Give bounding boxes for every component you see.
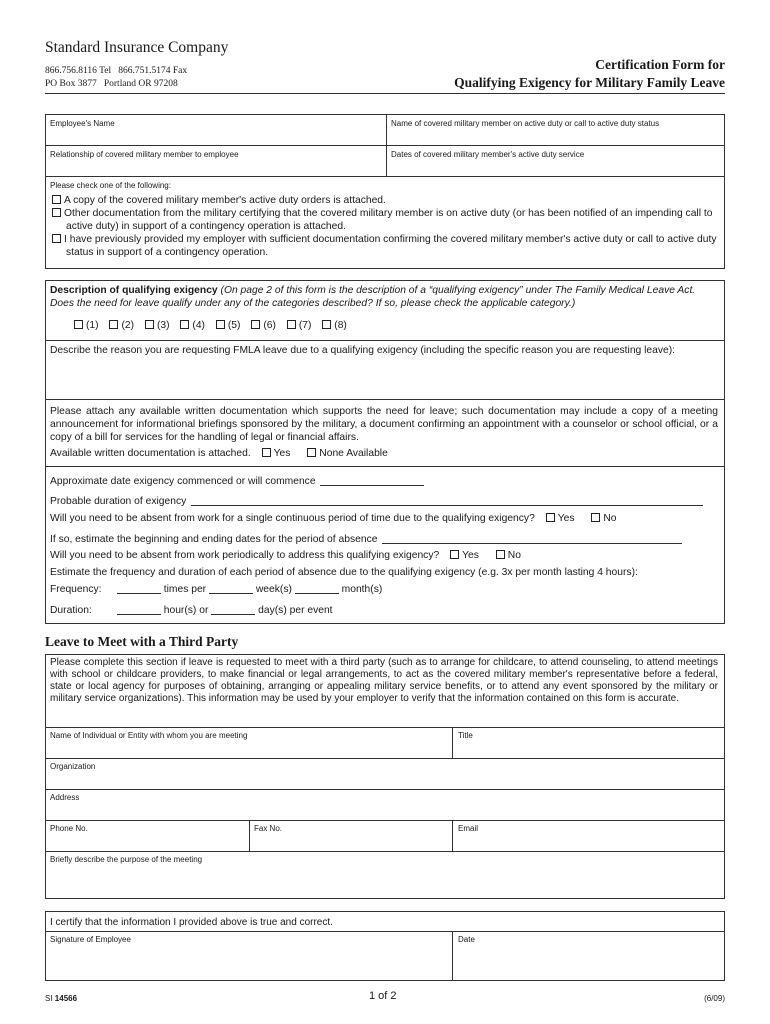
periodic-yes-option[interactable] xyxy=(450,550,479,561)
phone-field[interactable]: Phone No. xyxy=(50,824,88,833)
employee-name-field[interactable]: Employee's Name xyxy=(50,119,115,128)
frequency-months-input[interactable] xyxy=(295,583,339,594)
single-period-question: Will you need to be absent from work for a single continuous period of time due to the qualifying exigency? xyxy=(50,513,535,524)
form-title-line2: Qualifying Exigency for Military Family Leave xyxy=(454,75,725,90)
member-name-field[interactable]: Name of covered military member on active duty or call to active duty status xyxy=(391,119,660,128)
category-2[interactable] xyxy=(109,320,134,331)
checkbox[interactable] xyxy=(262,448,271,457)
header-rule xyxy=(45,93,725,94)
date-field[interactable]: Date xyxy=(458,935,475,944)
category-8[interactable] xyxy=(322,320,347,331)
third-party-intro: Please complete this section if leave is requested to meet with a third party (such as to arrange for childcare, to attend counseling, to attend meetings with school or childcare providers, to make financial or legal arrangements, to act as the covered military member's representative before a federal, state or local agency for purposes of obtaining, arranging or appealing military service benefits, or to attend any event sponsored by the military or military service organizations). This information may be used by your employer to verify that the information contained on this form is accurate. xyxy=(50,657,718,705)
yes-label: Yes xyxy=(462,550,479,561)
signature-field[interactable]: Signature of Employee xyxy=(50,935,131,944)
checkbox[interactable] xyxy=(52,234,61,243)
divider xyxy=(45,727,725,728)
no-label: No xyxy=(507,550,521,561)
category-1[interactable] xyxy=(74,320,99,331)
category-label: (1) xyxy=(86,320,99,331)
probable-duration-row xyxy=(50,495,703,508)
reason-field[interactable]: Describe the reason you are requesting FMLA leave due to a qualifying exigency (including the specific reason you are requesting leave): xyxy=(50,345,676,356)
checkbox[interactable] xyxy=(322,320,331,329)
revision-date: (6/09) xyxy=(704,994,725,1003)
doc-yes-option[interactable] xyxy=(262,448,291,459)
checkbox[interactable] xyxy=(307,448,316,457)
fax-field[interactable]: Fax No. xyxy=(254,824,283,833)
periodic-row xyxy=(50,549,521,562)
relationship-field[interactable]: Relationship of covered military member to employee xyxy=(50,150,239,159)
if-so-row xyxy=(50,533,682,546)
divider xyxy=(45,399,725,400)
checkbox[interactable] xyxy=(496,550,505,559)
checkbox[interactable] xyxy=(145,320,154,329)
certify-statement: I certify that the information I provided above is true and correct. xyxy=(50,917,333,928)
third-party-name-field[interactable]: Name of Individual or Entity with whom you are meeting xyxy=(50,731,248,740)
approx-date-input[interactable] xyxy=(320,475,424,486)
category-6[interactable] xyxy=(251,320,276,331)
hours-or-label: hour(s) or xyxy=(163,605,209,616)
category-7[interactable] xyxy=(287,320,312,331)
divider xyxy=(45,820,725,821)
periodic-question: Will you need to be absent from work periodically to address this qualifying exigency? xyxy=(50,550,440,561)
option-label: A copy of the covered military member's active duty orders is attached. xyxy=(64,195,386,206)
checkbox[interactable] xyxy=(251,320,260,329)
divider xyxy=(452,931,453,981)
days-per-event-label: day(s) per event xyxy=(258,605,333,616)
documentation-attached-row xyxy=(50,447,388,460)
page-number: 1 of 2 xyxy=(369,990,397,1002)
option-label: I have previously provided my employer with sufficient documentation confirming the covered military member's active duty or call to active duty status in support of a contingency operation. xyxy=(64,234,717,258)
duration-row xyxy=(50,604,333,617)
category-label: (7) xyxy=(298,320,312,331)
form-id xyxy=(45,994,77,1003)
category-label: (8) xyxy=(334,320,347,331)
option-other-documentation[interactable] xyxy=(52,207,720,233)
checkbox[interactable] xyxy=(216,320,225,329)
checkbox[interactable] xyxy=(450,550,459,559)
single-no-option[interactable] xyxy=(591,513,616,524)
documentation-attached-label: Available written documentation is attached. xyxy=(50,448,251,459)
if-so-label: If so, estimate the beginning and ending dates for the period of absence xyxy=(50,534,378,545)
divider xyxy=(45,789,725,790)
email-field[interactable]: Email xyxy=(458,824,479,833)
category-3[interactable] xyxy=(145,320,170,331)
frequency-times-input[interactable] xyxy=(117,583,161,594)
organization-field[interactable]: Organization xyxy=(50,762,96,771)
single-yes-option[interactable] xyxy=(546,513,575,524)
frequency-weeks-input[interactable] xyxy=(209,583,253,594)
duration-label: Duration: xyxy=(50,605,92,616)
category-5[interactable] xyxy=(216,320,241,331)
checkbox[interactable] xyxy=(52,208,61,217)
category-label: (4) xyxy=(192,320,205,331)
doc-none-option[interactable] xyxy=(307,448,388,459)
estimate-text: Estimate the frequency and duration of each period of absence due to the qualifying exigency (e.g. 3x per month lasting 4 hours): xyxy=(50,567,638,578)
category-checkboxes xyxy=(74,319,347,332)
divider xyxy=(249,820,250,851)
frequency-label: Frequency: xyxy=(50,584,102,595)
absence-dates-input[interactable] xyxy=(382,533,682,544)
category-label: (6) xyxy=(263,320,276,331)
category-label: (2) xyxy=(121,320,135,331)
category-label: (3) xyxy=(156,320,170,331)
divider xyxy=(45,176,725,177)
option-previously-provided[interactable] xyxy=(52,233,720,259)
company-name: Standard Insurance Company xyxy=(45,39,229,56)
option-label: Other documentation from the military certifying that the covered military member is on active duty (or has been notified of an impending call to active duty) in support of a contingency operation is attached. xyxy=(64,208,713,232)
frequency-row xyxy=(50,583,382,596)
checkbox[interactable] xyxy=(109,320,118,329)
exigency-description xyxy=(50,284,718,310)
check-instruction: Please check one of the following: xyxy=(50,181,171,190)
probable-duration-label: Probable duration of exigency xyxy=(50,496,187,507)
address-field[interactable]: Address xyxy=(50,793,80,802)
yes-label: Yes xyxy=(273,448,291,459)
periodic-no-option[interactable] xyxy=(496,550,521,561)
none-available-label: None Available xyxy=(319,448,388,459)
active-duty-dates-field[interactable]: Dates of covered military member's active duty service xyxy=(391,150,585,159)
form-title-line1: Certification Form for xyxy=(595,57,725,72)
checkbox[interactable] xyxy=(591,513,600,522)
third-party-heading: Leave to Meet with a Third Party xyxy=(45,634,239,649)
attach-instructions: Please attach any available written documentation which supports the need for leave; such documentation may include a copy of a meeting announcement for informational briefings sponsored by the military, a document confirming an appointment with a counselor or school official, or a copy of a bill for services for the handling of legal or financial affairs. xyxy=(50,406,718,443)
form-prefix: SI xyxy=(45,994,53,1003)
exigency-description-note: (On page 2 of this form is the description of a “qualifying exigency” under The Family Medical Leave Act. Does the need for leave qualify under any of the categories described? If so, please check the applicable category.) xyxy=(50,285,696,309)
checkbox[interactable] xyxy=(52,195,61,204)
months-label: month(s) xyxy=(341,584,383,595)
checkbox[interactable] xyxy=(180,320,189,329)
approx-date-label: Approximate date exigency commenced or will commence xyxy=(50,476,316,487)
company-phone: 866.756.8116 Tel 866.751.5174 Fax xyxy=(45,66,188,76)
company-address: PO Box 3877 Portland OR 97208 xyxy=(45,79,178,89)
exigency-description-title: Description of qualifying exigency xyxy=(50,285,218,296)
meeting-purpose-field[interactable]: Briefly describe the purpose of the meeting xyxy=(50,855,203,864)
form-number: 14566 xyxy=(54,994,78,1003)
probable-duration-input[interactable] xyxy=(191,495,703,506)
times-per-label: times per xyxy=(163,584,207,595)
divider xyxy=(45,758,725,759)
single-period-row xyxy=(50,512,617,525)
category-4[interactable] xyxy=(180,320,205,331)
option-orders-attached[interactable] xyxy=(52,194,720,207)
divider xyxy=(452,820,453,851)
checkbox[interactable] xyxy=(546,513,555,522)
divider xyxy=(45,851,725,852)
approx-date-row xyxy=(50,475,424,488)
weeks-label: week(s) xyxy=(255,584,292,595)
checkbox[interactable] xyxy=(74,320,83,329)
duration-hours-input[interactable] xyxy=(117,604,161,615)
divider xyxy=(452,727,453,758)
divider xyxy=(45,931,725,932)
checkbox[interactable] xyxy=(287,320,296,329)
divider xyxy=(45,145,725,146)
no-label: No xyxy=(603,513,617,524)
duration-days-input[interactable] xyxy=(211,604,255,615)
divider xyxy=(45,466,725,467)
yes-label: Yes xyxy=(557,513,575,524)
third-party-title-field[interactable]: Title xyxy=(458,731,473,740)
divider xyxy=(45,340,725,341)
category-label: (5) xyxy=(227,320,241,331)
